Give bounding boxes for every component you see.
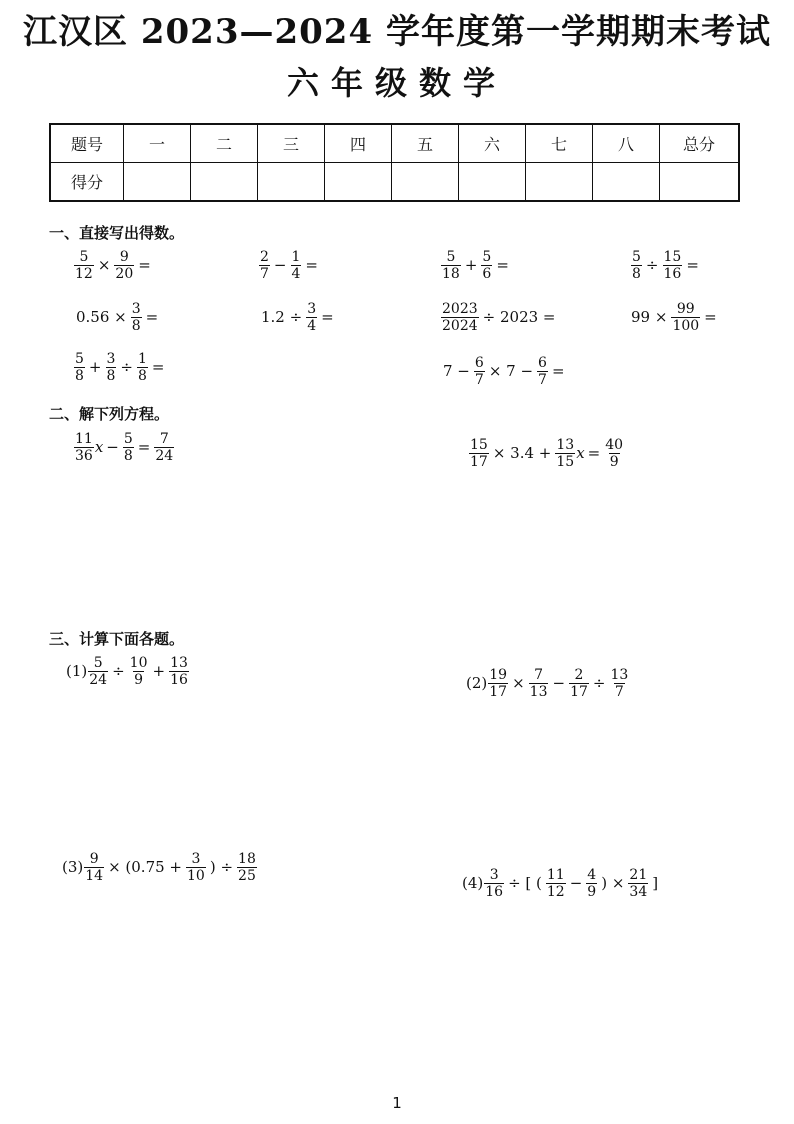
fraction: $\frac{99}{100}$ [672, 301, 700, 334]
score-entry-cell[interactable] [392, 163, 459, 202]
fraction: $\frac{2}{17}$ [570, 667, 588, 700]
score-entry-cell[interactable] [593, 163, 660, 202]
problem-3-2: (2) $\frac{19}{17}$ × $\frac{7}{13}$ − $\frac{2}{17}$ ÷ $\frac{13}{7}$ [466, 667, 629, 700]
fraction: $\frac{7}{13}$ [529, 667, 548, 700]
fraction: $\frac{21}{34}$ [629, 867, 648, 900]
problem-1b: $\frac{2}{7}$ − $\frac{1}{4}$ = [260, 249, 318, 282]
fraction: $\frac{6}{7}$ [538, 355, 547, 388]
problem-1c: $\frac{5}{18}$ + $\frac{5}{6}$ = [442, 249, 509, 282]
score-table [49, 123, 740, 202]
score-entry-cell[interactable] [124, 163, 191, 202]
fraction: $\frac{40}{9}$ [605, 437, 624, 470]
equation-2b: $\frac{15}{17}$ × 3.4 + $\frac{13}{15}$ x = $\frac{40}{9}$ [470, 437, 624, 470]
fraction: $\frac{7}{24}$ [155, 431, 174, 464]
fraction: $\frac{13}{15}$ [556, 437, 575, 470]
section-1-heading: 一、直接写出得数。 [49, 224, 185, 242]
fraction: $\frac{9}{14}$ [85, 851, 104, 884]
score-entry-cell[interactable] [660, 163, 740, 202]
score-table-header-row [50, 124, 739, 163]
fraction: $\frac{9}{20}$ [115, 249, 134, 282]
problem-3-3: (3) $\frac{9}{14}$ × (0.75 + $\frac{3}{10}$ ) ÷ $\frac{18}{25}$ [62, 851, 256, 884]
fraction: $\frac{19}{17}$ [489, 667, 508, 700]
fraction: $\frac{5}{24}$ [89, 655, 108, 688]
table-cell: 六 [459, 124, 526, 163]
fraction: $\frac{5}{18}$ [442, 249, 460, 282]
score-entry-cell[interactable] [258, 163, 325, 202]
problem-1f: 1.2 ÷ $\frac{3}{4}$ = [261, 301, 334, 334]
fraction: $\frac{3}{8}$ [106, 351, 116, 384]
table-cell: 七 [526, 124, 593, 163]
fraction: $\frac{5}{6}$ [482, 249, 492, 282]
fraction: $\frac{2}{7}$ [260, 249, 269, 282]
exam-subtitle: 六年级数学 [286, 64, 507, 102]
section-3-heading: 三、计算下面各题。 [49, 630, 185, 648]
table-cell: 四 [325, 124, 392, 163]
fraction: $\frac{3}{8}$ [131, 301, 141, 334]
fraction: $\frac{13}{7}$ [610, 667, 629, 700]
table-cell: 五 [392, 124, 459, 163]
fraction: $\frac{2023}{2024}$ [442, 301, 478, 334]
fraction: $\frac{1}{4}$ [291, 249, 301, 282]
problem-1d: $\frac{5}{8}$ ÷ $\frac{15}{16}$ = [632, 249, 699, 282]
equation-2a: $\frac{11}{36}$ x − $\frac{5}{8}$ = $\frac{7}{24}$ [75, 431, 174, 464]
problem-3-4: (4) $\frac{3}{16}$ ÷ [ ( $\frac{11}{12}$ − $\frac{4}{9}$ ) × $\frac{21}{34}$ ] [462, 867, 659, 900]
table-cell: 八 [593, 124, 660, 163]
fraction: $\frac{15}{16}$ [663, 249, 682, 282]
fraction: $\frac{18}{25}$ [238, 851, 256, 884]
fraction: $\frac{15}{17}$ [470, 437, 488, 470]
table-cell: 总分 [660, 124, 740, 163]
table-cell: 题号 [50, 124, 124, 163]
table-cell: 三 [258, 124, 325, 163]
problem-1g: $\frac{2023}{2024}$ ÷ 2023 = [442, 301, 556, 334]
problem-1i: $\frac{5}{8}$ + $\frac{3}{8}$ ÷ $\frac{1}{8}$ = [75, 351, 165, 384]
fraction: $\frac{5}{8}$ [632, 249, 641, 282]
section-2-heading: 二、解下列方程。 [49, 405, 170, 423]
fraction: $\frac{3}{10}$ [187, 851, 205, 884]
problem-1j: 7 − $\frac{6}{7}$ × 7 − $\frac{6}{7}$ = [443, 355, 565, 388]
score-entry-cell[interactable] [459, 163, 526, 202]
table-cell: 二 [191, 124, 258, 163]
fraction: $\frac{5}{8}$ [75, 351, 84, 384]
table-cell: 一 [124, 124, 191, 163]
exam-title: 江汉区 2023—2024 学年度第一学期期末考试 [23, 12, 771, 52]
fraction: $\frac{6}{7}$ [474, 355, 484, 388]
problem-3-1: (1) $\frac{5}{24}$ ÷ $\frac{10}{9}$ + $\frac{13}{16}$ [66, 655, 188, 688]
fraction: $\frac{11}{36}$ [75, 431, 93, 464]
problem-1h: 99 × $\frac{99}{100}$ = [631, 301, 717, 334]
fraction: $\frac{10}{9}$ [129, 655, 148, 688]
page-number: 1 [392, 1094, 402, 1112]
fraction: $\frac{4}{9}$ [587, 867, 597, 900]
fraction: $\frac{3}{4}$ [307, 301, 317, 334]
score-entry-cell[interactable] [526, 163, 593, 202]
score-entry-cell[interactable] [191, 163, 258, 202]
problem-1e: 0.56 × $\frac{3}{8}$ = [76, 301, 159, 334]
fraction: $\frac{5}{12}$ [75, 249, 93, 282]
score-entry-cell[interactable] [325, 163, 392, 202]
fraction: $\frac{11}{12}$ [546, 867, 565, 900]
fraction: $\frac{13}{16}$ [170, 655, 188, 688]
fraction: $\frac{3}{16}$ [485, 867, 504, 900]
problem-1a: $\frac{5}{12}$ × $\frac{9}{20}$ = [75, 249, 151, 282]
table-cell: 得分 [50, 163, 124, 202]
score-table-score-row [50, 163, 739, 202]
fraction: $\frac{1}{8}$ [138, 351, 147, 384]
fraction: $\frac{5}{8}$ [123, 431, 133, 464]
